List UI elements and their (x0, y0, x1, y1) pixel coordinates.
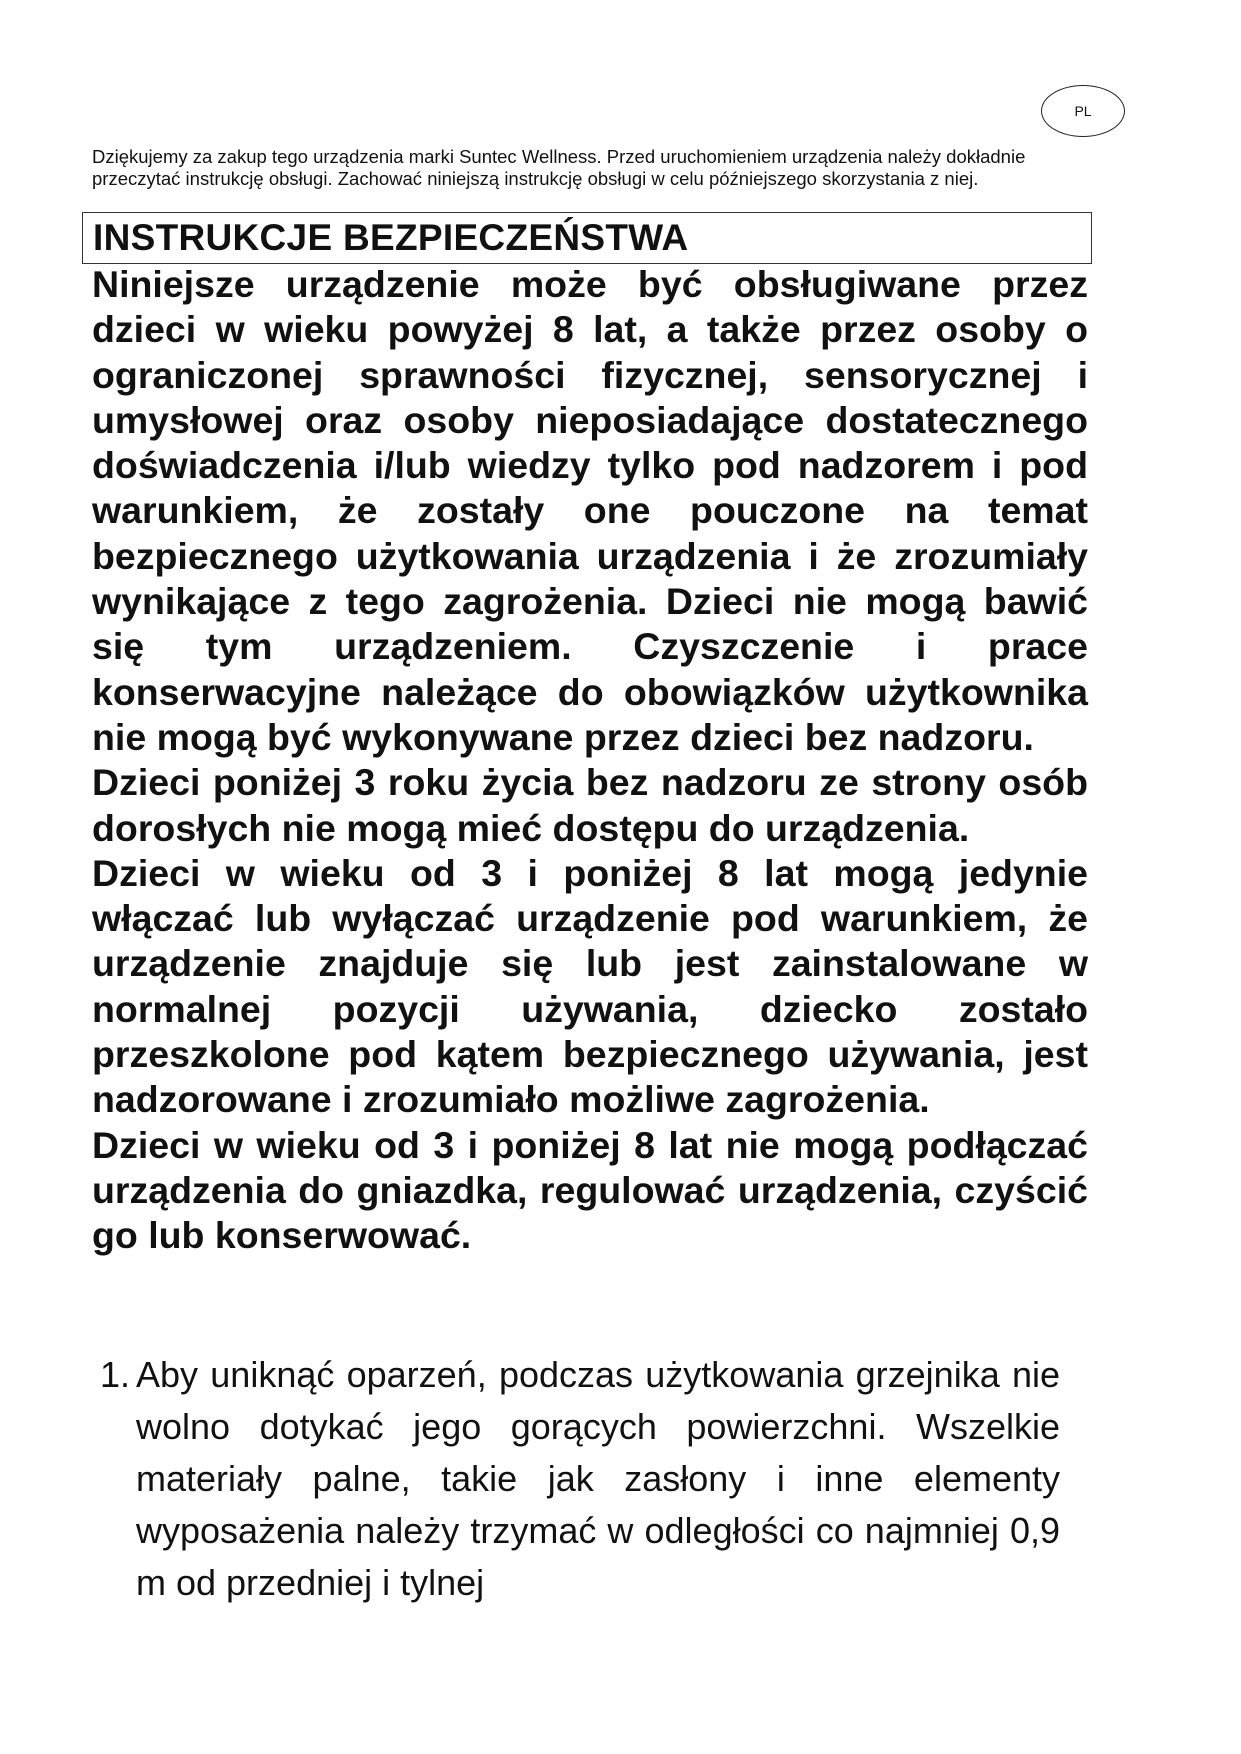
warning-paragraph: Niniejsze urządzenie może być obsługiwane przez dzieci w wieku powyżej 8 lat, a także przez osoby o ograniczonej sprawności fizycznej, sensorycznej i umysłowej oraz osoby nieposiadające dostatecznego doświadczenia i/lub wiedzy tylko pod nadzorem i pod warunkiem, że zostały one pouczone na temat bezpiecznego użytkowania urządzenia i że zrozumiały wynikające z tego zagrożenia. Dzieci nie mogą bawić się tym urządzeniem. Czyszczenie i prace konserwacyjne należące do obowiązków użytkownika nie mogą być wykonywane przez dzieci bez nadzoru. (92, 263, 1088, 758)
warning-paragraph: Dzieci poniżej 3 roku życia bez nadzoru ze strony osób dorosłych nie mogą mieć dostępu do urządzenia. (92, 761, 1088, 849)
list-item (100, 1349, 1060, 1609)
language-badge-label: PL (1074, 103, 1092, 119)
warning-paragraph: Dzieci w wieku od 3 i poniżej 8 lat mogą jedynie włączać lub wyłączać urządzenie pod warunkiem, że urządzenie znajduje się lub jest zainstalowane w normalnej pozycji używania, dziecko zostało przeszkolone pod kątem bezpiecznego używania, jest nadzorowane i zrozumiało możliwe zagrożenia. (92, 851, 1088, 1121)
numbered-instructions (100, 1349, 1060, 1609)
intro-paragraph: Dziękujemy za zakup tego urządzenia marki Suntec Wellness. Przed uruchomieniem urządzenia należy dokładnie przeczytać instrukcję obsługi. Zachować niniejszą instrukcję obsługi w celu późniejszego skorzystania z niej. (92, 146, 1026, 189)
section-title: INSTRUKCJE BEZPIECZEŃSTWA (93, 217, 689, 258)
language-badge (1041, 85, 1125, 137)
list-item-text: Aby uniknąć oparzeń, podczas użytkowania grzejnika nie wolno dotykać jego gorących powierzchni. Wszelkie materiały palne, takie jak zasłony i inne elementy wyposażenia należy trzymać w odległości co najmniej 0,9 m od przedniej i tylnej (136, 1354, 1060, 1603)
warning-paragraph: Dzieci w wieku od 3 i poniżej 8 lat nie mogą podłączać urządzenia do gniazdka, regulować urządzenia, czyścić go lub konserwować. (92, 1123, 1088, 1257)
section-heading-box (82, 212, 1092, 264)
safety-warnings (92, 262, 1088, 1259)
list-item-number: 1. (100, 1354, 131, 1395)
